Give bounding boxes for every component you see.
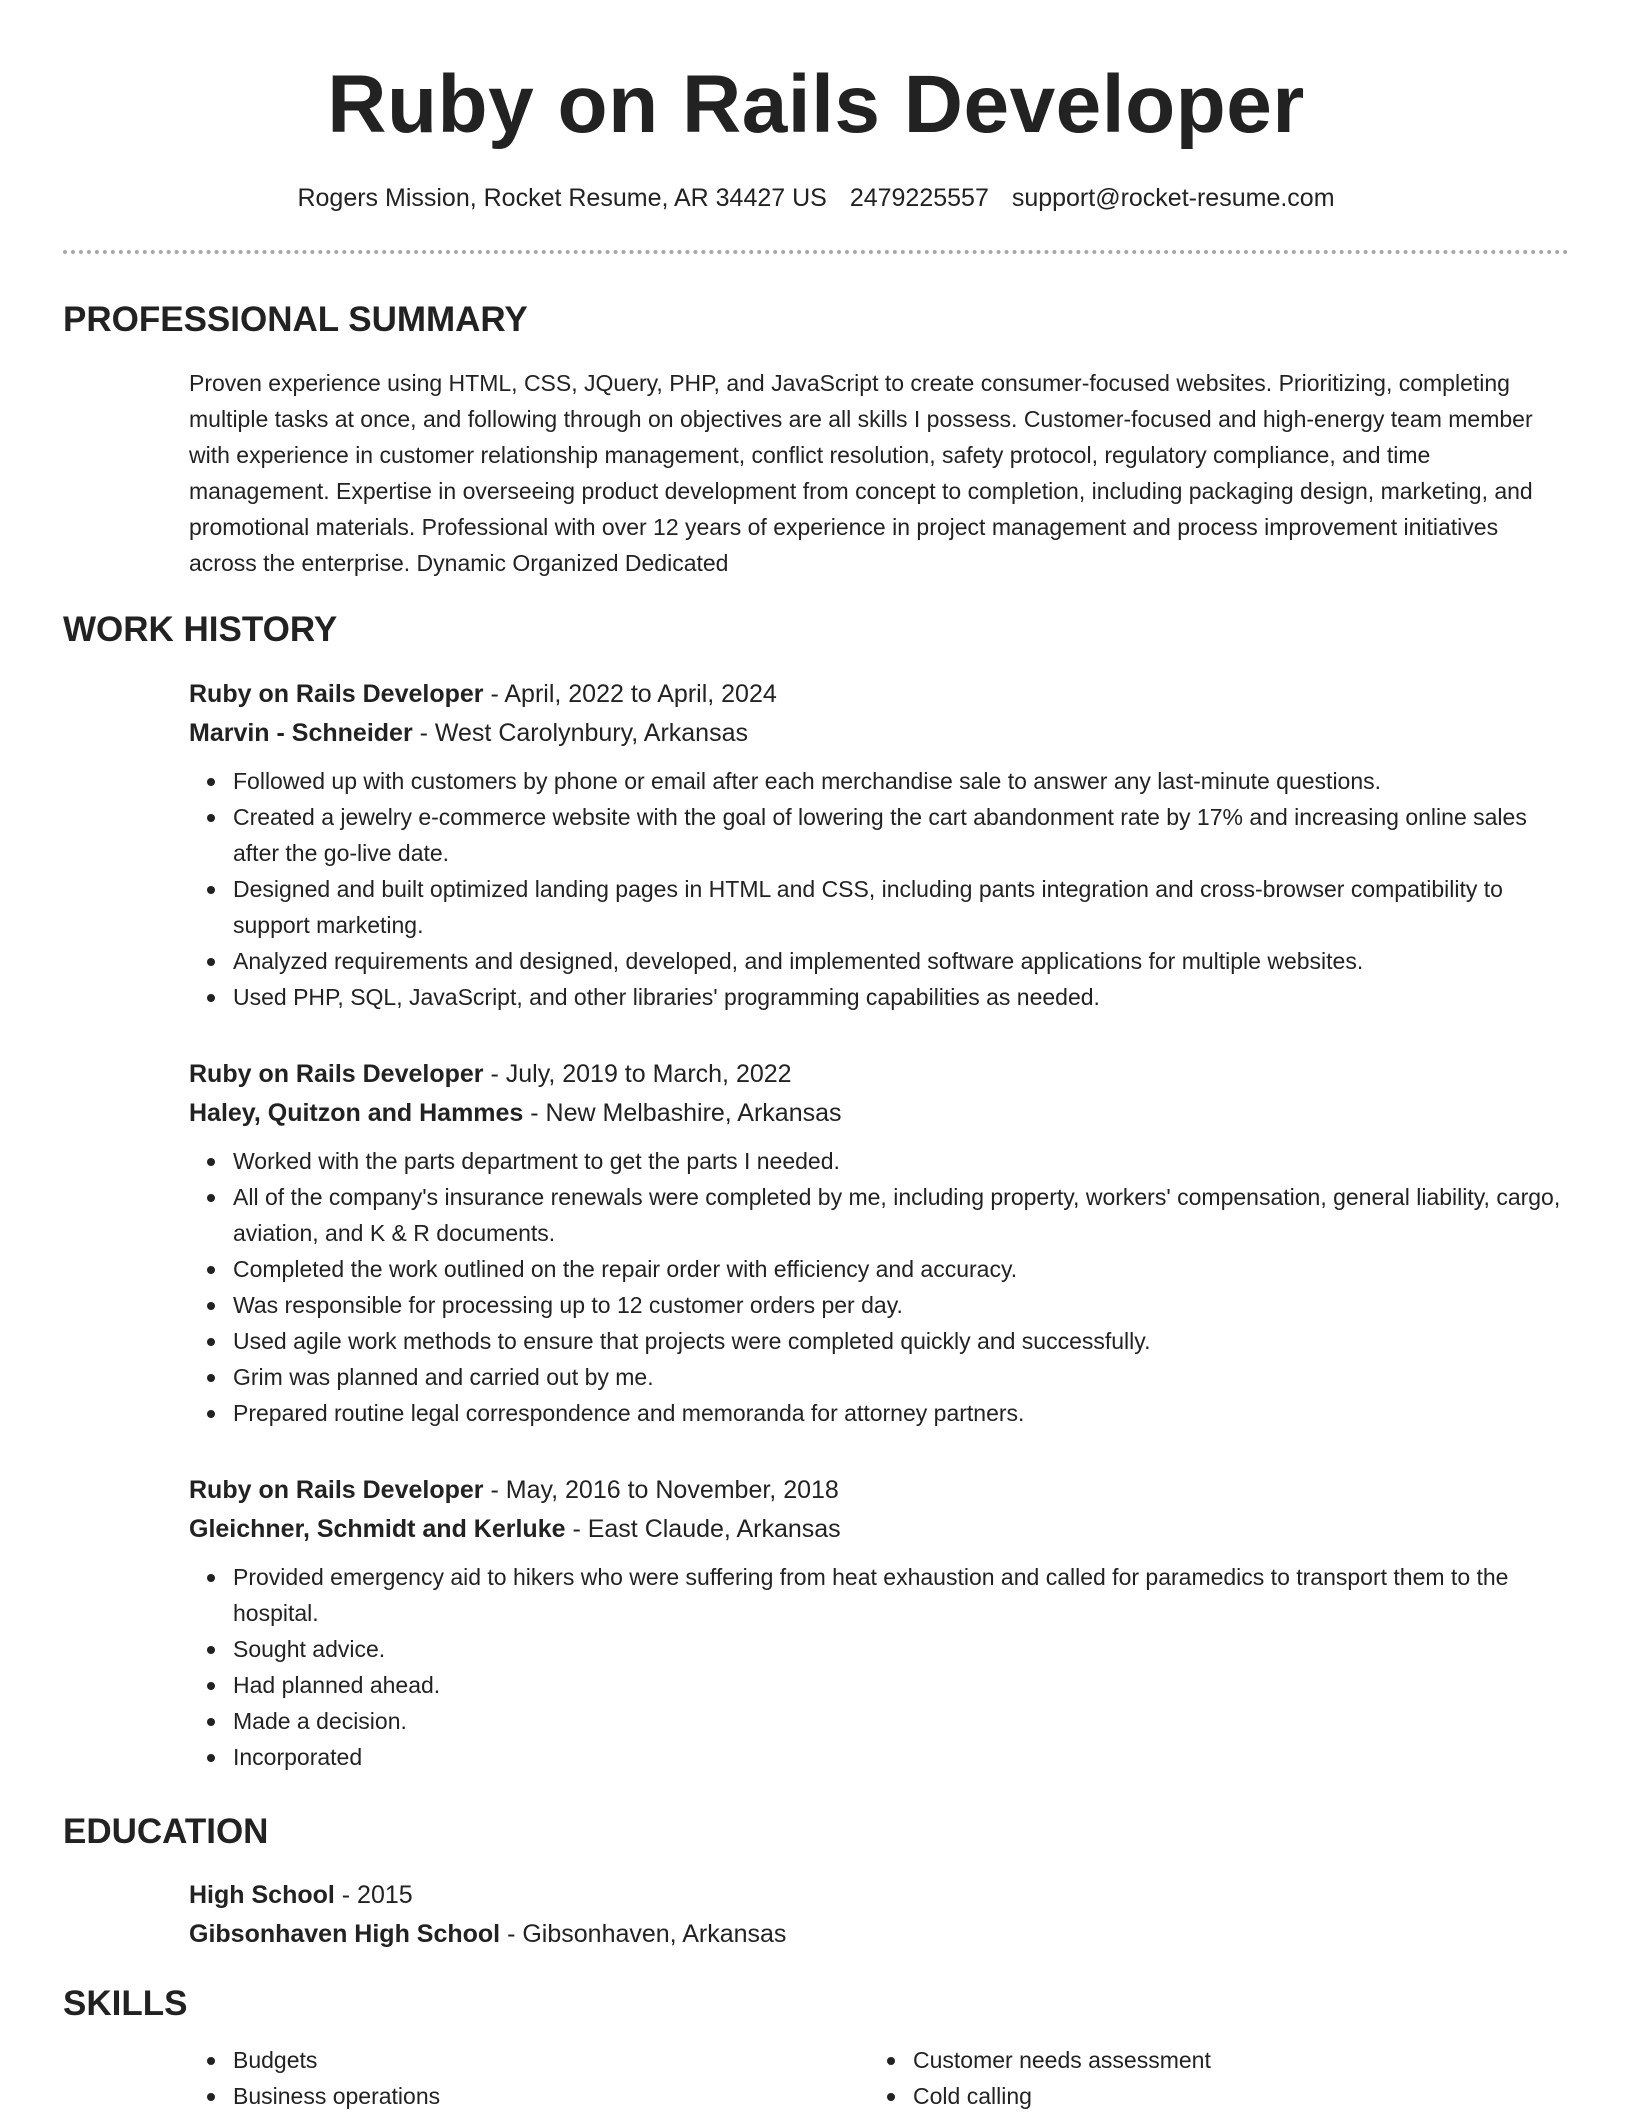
skills-column-left (189, 2042, 869, 2114)
contact-email: support@rocket-resume.com (1011, 184, 1335, 212)
skills-column-right (869, 2042, 1549, 2114)
job-entry (189, 1471, 1569, 1775)
job-bullet: Used PHP, SQL, JavaScript, and other libraries' programming capabilities as needed. (189, 979, 1569, 1015)
job-company: Gleichner, Schmidt and Kerluke (189, 1515, 566, 1543)
job-company-line (189, 714, 1569, 753)
job-bullet: Created a jewelry e-commerce website with the goal of lowering the cart abandonment rate by 17% and increasing online sales after the go-live date. (189, 799, 1569, 871)
job-bullet: Followed up with customers by phone or email after each merchandise sale to answer any last-minute questions. (189, 763, 1569, 799)
job-bullets (189, 763, 1569, 1015)
job-bullet: Incorporated (189, 1739, 1569, 1775)
summary-heading: PROFESSIONAL SUMMARY (63, 300, 528, 339)
job-bullet: Completed the work outlined on the repair order with efficiency and accuracy. (189, 1251, 1569, 1287)
job-role: Ruby on Rails Developer (189, 680, 484, 708)
education-heading: EDUCATION (63, 1812, 269, 1851)
job-company-line (189, 1094, 1569, 1133)
education-year: - 2015 (334, 1881, 413, 1909)
contact-line (0, 180, 1632, 216)
job-dates: - April, 2022 to April, 2024 (483, 680, 777, 708)
skill-item: Customer needs assessment (869, 2042, 1549, 2078)
education-degree: High School (189, 1881, 335, 1909)
job-dates: - July, 2019 to March, 2022 (483, 1060, 792, 1088)
job-bullet: Used agile work methods to ensure that projects were completed quickly and successfully. (189, 1323, 1569, 1359)
job-title-line (189, 675, 1569, 714)
job-bullet: Designed and built optimized landing pages in HTML and CSS, including pants integration and cross-browser compatibility to support marketing. (189, 871, 1569, 943)
skills-list (189, 2042, 1569, 2114)
work-history-heading: WORK HISTORY (63, 610, 338, 649)
job-bullet: Was responsible for processing up to 12 customer orders per day. (189, 1287, 1569, 1323)
contact-address: Rogers Mission, Rocket Resume, AR 34427 US (297, 184, 827, 212)
job-title-line (189, 1471, 1569, 1510)
job-bullet: Made a decision. (189, 1703, 1569, 1739)
job-dates: - May, 2016 to November, 2018 (483, 1476, 839, 1504)
summary-text: Proven experience using HTML, CSS, JQuery, PHP, and JavaScript to create consumer-focused websites. Prioritizing, completing multiple tasks at once, and following through on objectives are all skills I possess. Customer-focused and high-energy team member with experience in customer relationship management, conflict resolution, safety protocol, regulatory compliance, and time management. Expertise in overseeing product development from concept to completion, including packaging design, marketing, and promotional materials. Professional with over 12 years of experience in project management and process improvement initiatives across the enterprise. Dynamic Organized Dedicated (189, 370, 1533, 576)
job-bullets (189, 1559, 1569, 1775)
candidate-name: Ruby on Rails Developer (327, 59, 1305, 150)
job-role: Ruby on Rails Developer (189, 1476, 484, 1504)
job-location: - East Claude, Arkansas (565, 1515, 841, 1543)
job-company-line (189, 1510, 1569, 1549)
job-bullet: Analyzed requirements and designed, developed, and implemented software applications for multiple websites. (189, 943, 1569, 979)
job-company: Marvin - Schneider (189, 719, 413, 747)
header-divider (63, 250, 1569, 254)
contact-phone: 2479225557 (849, 184, 989, 212)
job-title-line (189, 1055, 1569, 1094)
job-bullet: Grim was planned and carried out by me. (189, 1359, 1569, 1395)
skill-item: Business operations (189, 2078, 869, 2114)
education-entry (189, 1876, 1569, 1954)
skills-heading: SKILLS (63, 1984, 188, 2023)
skill-item: Budgets (189, 2042, 869, 2078)
job-bullet: Provided emergency aid to hikers who were suffering from heat exhaustion and called for paramedics to transport them to the hospital. (189, 1559, 1569, 1631)
skill-item: Cold calling (869, 2078, 1549, 2114)
education-school-line (189, 1915, 1569, 1954)
job-bullet: Sought advice. (189, 1631, 1569, 1667)
job-location: - New Melbashire, Arkansas (523, 1099, 842, 1127)
job-company: Haley, Quitzon and Hammes (189, 1099, 524, 1127)
education-school: Gibsonhaven High School (189, 1920, 501, 1948)
job-entry (189, 1055, 1569, 1431)
job-bullet: Had planned ahead. (189, 1667, 1569, 1703)
job-bullet: Worked with the parts department to get the parts I needed. (189, 1143, 1569, 1179)
education-degree-line (189, 1876, 1569, 1915)
job-location: - West Carolynbury, Arkansas (412, 719, 748, 747)
job-entry (189, 675, 1569, 1015)
education-location: - Gibsonhaven, Arkansas (500, 1920, 787, 1948)
job-bullet: All of the company's insurance renewals were completed by me, including property, workers' compensation, general liability, cargo, aviation, and K & R documents. (189, 1179, 1569, 1251)
job-bullets (189, 1143, 1569, 1431)
job-bullet: Prepared routine legal correspondence and memoranda for attorney partners. (189, 1395, 1569, 1431)
job-role: Ruby on Rails Developer (189, 1060, 484, 1088)
